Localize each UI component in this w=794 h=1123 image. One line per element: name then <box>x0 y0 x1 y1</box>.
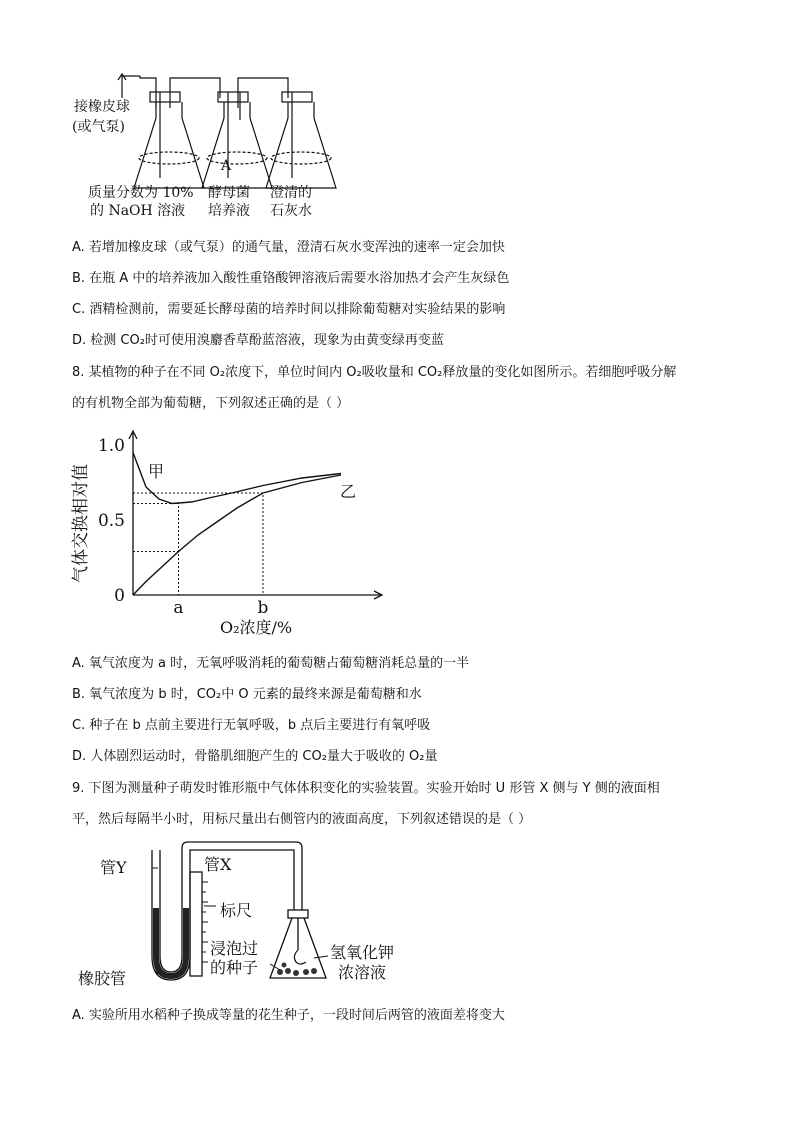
bulb-label-2: (或气泵) <box>72 119 125 135</box>
tube-y-label: 管Y <box>100 858 127 877</box>
tube-x-label: 管X <box>204 855 232 874</box>
flask1-label-2: 的 NaOH 溶液 <box>90 203 186 219</box>
q8-option-b: B. 氧气浓度为 b 时，CO₂中 O 元素的最终来源是葡萄糖和水 <box>72 687 422 702</box>
flask3-label-2: 石灰水 <box>270 203 312 219</box>
flask3-label-1: 澄清的 <box>270 185 312 201</box>
series-label-yi: 乙 <box>340 482 357 501</box>
seeds-label-2: 的种子 <box>210 958 259 977</box>
q8-option-d: D. 人体剧烈运动时，骨骼肌细胞产生的 CO₂量大于吸收的 O₂量 <box>72 749 438 764</box>
q7-option-d: D. 检测 CO₂时可使用溴麝香草酚蓝溶液，现象为由黄变绿再变蓝 <box>72 333 444 348</box>
q8-option-a: A. 氧气浓度为 a 时，无氧呼吸消耗的葡萄糖占葡萄糖消耗总量的一半 <box>72 656 470 671</box>
x-tick-label: b <box>257 598 269 618</box>
q7-option-b: B. 在瓶 A 中的培养液加入酸性重铬酸钾溶液后需要水浴加热才会产生灰绿色 <box>72 271 510 286</box>
q8-stem-line1: 8. 某植物的种子在不同 O₂浓度下，单位时间内 O₂吸收量和 CO₂释放量的变化如图所示。若细胞呼吸分解 <box>72 365 677 380</box>
y-tick-label: 0.5 <box>97 511 125 531</box>
flask2-label-1: 酵母菌 <box>208 185 250 201</box>
y-axis-label: 气体交换相对值 <box>71 464 91 583</box>
q9-option-a: A. 实验所用水稻种子换成等量的花生种子，一段时间后两管的液面差将变大 <box>72 1008 505 1023</box>
q9-stem-line2: 平，然后每隔半小时，用标尺量出右侧管内的液面高度，下列叙述错误的是（ ） <box>72 812 532 827</box>
q8-chart <box>68 425 398 640</box>
ruler-label: 标尺 <box>220 901 253 920</box>
q8-option-c: C. 种子在 b 点前主要进行无氧呼吸，b 点后主要进行有氧呼吸 <box>72 718 431 733</box>
flask1-label-1: 质量分数为 10% <box>88 185 194 201</box>
bulb-label-1: 接橡皮球 <box>74 99 130 115</box>
koh-label-2: 浓溶液 <box>338 963 387 982</box>
seeds-label-1: 浸泡过 <box>210 939 259 958</box>
koh-label-1: 氢氧化钾 <box>330 943 395 962</box>
y-tick-label: 0 <box>114 586 125 606</box>
series-label-jia: 甲 <box>148 462 165 481</box>
q8-stem-line2: 的有机物全部为葡萄糖，下列叙述正确的是（ ） <box>72 396 350 411</box>
x-tick-label: a <box>173 598 184 618</box>
x-axis-label: O₂浓度/% <box>220 618 293 637</box>
y-tick-label: 1.0 <box>97 436 125 456</box>
guide-line-2 <box>133 493 263 595</box>
q9-stem-line1: 9. 下图为测量种子萌发时锥形瓶中气体体积变化的实验装置。实验开始时 U 形管 X 侧与 Y 侧的液面相 <box>72 781 660 796</box>
series-line-0 <box>133 453 341 504</box>
guide-line-1 <box>133 504 179 596</box>
q7-option-c: C. 酒精检测前，需要延长酵母菌的培养时间以排除葡萄糖对实验结果的影响 <box>72 302 506 317</box>
flask-a-marker: A <box>221 158 232 174</box>
q7-option-a: A. 若增加橡皮球（或气泵）的通气量，澄清石灰水变浑浊的速率一定会加快 <box>72 240 505 255</box>
rubber-tube-label: 橡胶管 <box>78 969 127 988</box>
flask2-label-2: 培养液 <box>208 203 250 219</box>
